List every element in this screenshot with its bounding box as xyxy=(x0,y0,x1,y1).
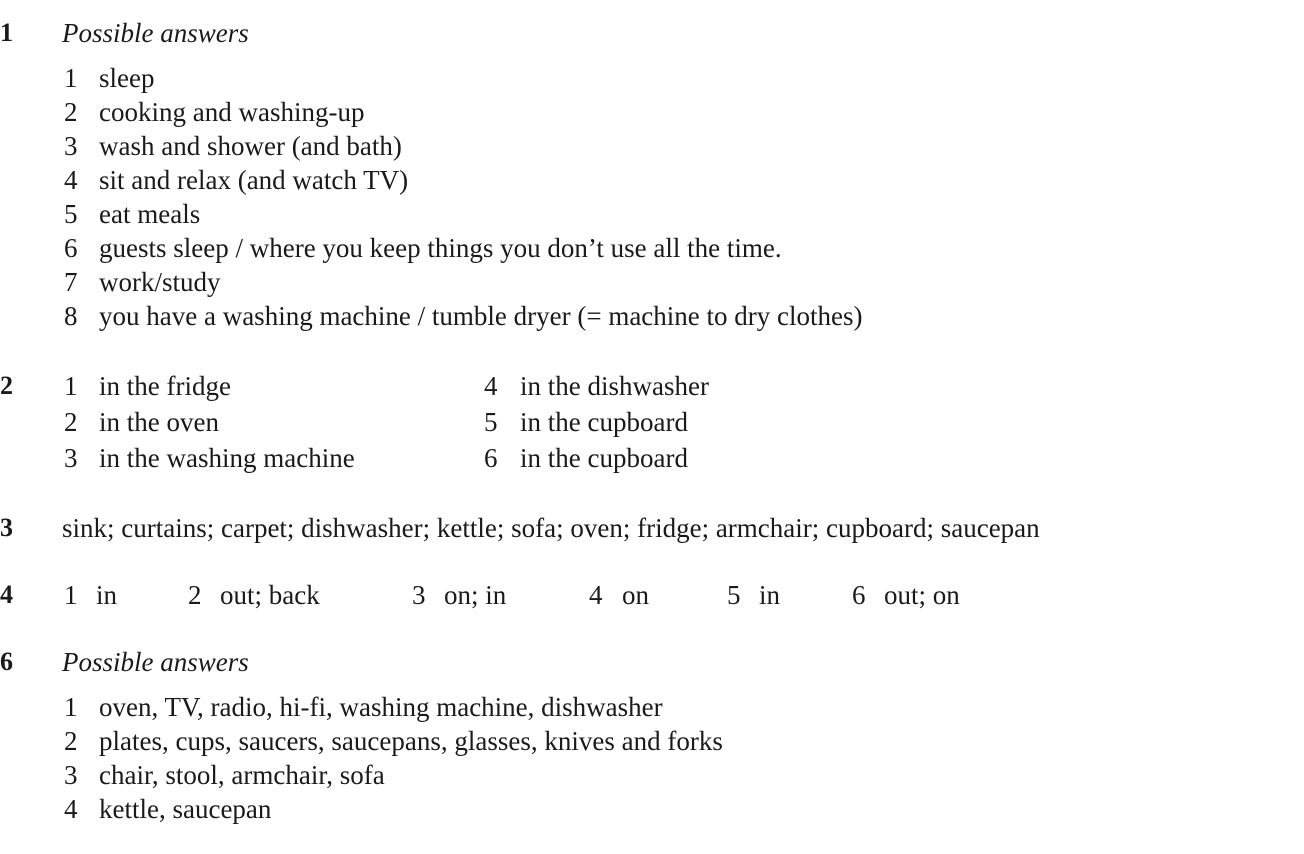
item-text: chair, stool, armchair, sofa xyxy=(99,760,385,790)
item-number: 4 xyxy=(64,794,78,824)
item-text: in the cupboard xyxy=(520,407,688,437)
section-number: 2 xyxy=(0,371,13,400)
item-number: 3 xyxy=(64,131,78,161)
item-number: 2 xyxy=(188,580,202,610)
item-text: eat meals xyxy=(99,199,201,229)
item-number: 1 xyxy=(64,692,78,722)
item-number: 3 xyxy=(64,760,78,790)
item-text: out; on xyxy=(884,580,960,610)
item-text: sleep xyxy=(99,63,155,93)
item-text: out; back xyxy=(220,580,320,610)
item-text: wash and shower (and bath) xyxy=(99,131,402,161)
item-number: 8 xyxy=(64,301,78,331)
item-number: 2 xyxy=(64,726,78,756)
item-number: 5 xyxy=(484,407,498,437)
item-text: sit and relax (and watch TV) xyxy=(99,165,409,195)
item-text: in the oven xyxy=(99,407,219,437)
item-number: 5 xyxy=(727,580,741,610)
item-number: 4 xyxy=(64,165,78,195)
section-number: 4 xyxy=(0,580,13,609)
item-number: 1 xyxy=(64,63,78,93)
item-number: 6 xyxy=(484,443,498,473)
item-number: 3 xyxy=(412,580,426,610)
item-number: 2 xyxy=(64,97,78,127)
item-text: plates, cups, saucers, saucepans, glasses, knives and forks xyxy=(99,726,723,756)
item-text: you have a washing machine / tumble dryer (= machine to dry clothes) xyxy=(99,301,863,331)
item-number: 1 xyxy=(64,371,78,401)
section-heading: Possible answers xyxy=(62,18,249,48)
section-number: 6 xyxy=(0,647,13,676)
item-number: 4 xyxy=(589,580,603,610)
item-number: 7 xyxy=(64,267,78,297)
item-text: oven, TV, radio, hi-fi, washing machine, dishwasher xyxy=(99,692,663,722)
item-text: guests sleep / where you keep things you don’t use all the time. xyxy=(99,233,782,263)
item-text: in the dishwasher xyxy=(520,371,709,401)
item-text: in the cupboard xyxy=(520,443,688,473)
item-text: work/study xyxy=(99,267,221,297)
answer-text: sink; curtains; carpet; dishwasher; kettle; sofa; oven; fridge; armchair; cupboard; saucepan xyxy=(62,513,1040,543)
section-number: 3 xyxy=(0,513,13,542)
section-heading: Possible answers xyxy=(62,647,249,677)
item-number: 4 xyxy=(484,371,498,401)
item-text: in the washing machine xyxy=(99,443,355,473)
item-number: 3 xyxy=(64,443,78,473)
item-text: on; in xyxy=(444,580,507,610)
item-text: on xyxy=(622,580,649,610)
item-text: in the fridge xyxy=(99,371,231,401)
item-text: in xyxy=(759,580,781,610)
item-text: in xyxy=(96,580,118,610)
item-number: 6 xyxy=(64,233,78,263)
item-number: 2 xyxy=(64,407,78,437)
item-text: cooking and washing-up xyxy=(99,97,365,127)
item-number: 1 xyxy=(64,580,78,610)
item-text: kettle, saucepan xyxy=(99,794,272,824)
section-number: 1 xyxy=(0,18,13,47)
item-number: 6 xyxy=(852,580,866,610)
item-number: 5 xyxy=(64,199,78,229)
